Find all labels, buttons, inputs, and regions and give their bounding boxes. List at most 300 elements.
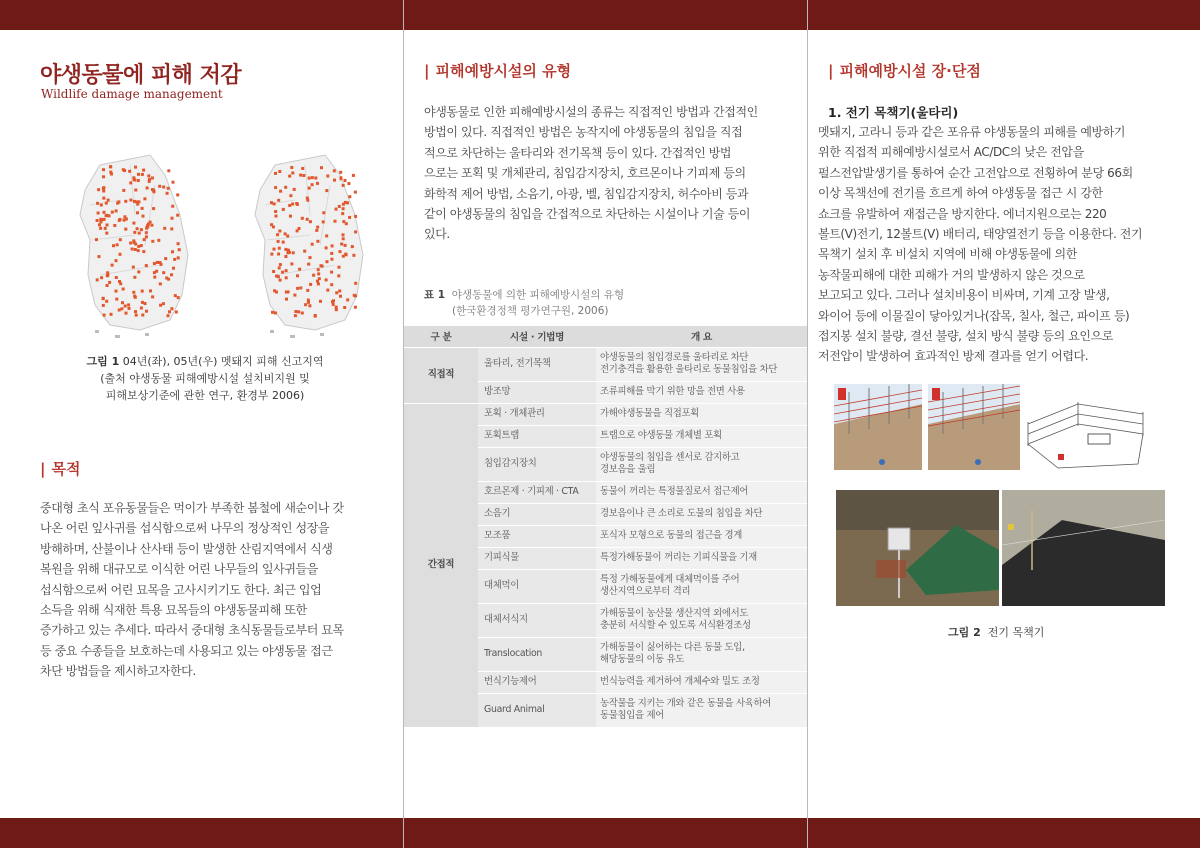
text-line: 방해하며, 산불이나 산사태 등이 발생한 산림지역에서 식생: [40, 541, 333, 556]
text-line: 저전압이 발생하여 효과적인 방제 결과를 얻기 어렵다.: [818, 349, 1089, 364]
text-line: 차단 방법들을 제시하고자한다.: [40, 664, 196, 679]
damage-report-dot: [147, 174, 150, 177]
damage-report-dot: [171, 250, 174, 253]
damage-report-dot: [306, 218, 309, 221]
damage-report-dot: [172, 181, 175, 184]
damage-report-dot: [145, 235, 148, 238]
damage-report-dot: [149, 221, 152, 224]
damage-report-dot: [118, 280, 121, 283]
damage-report-dot: [99, 220, 102, 223]
damage-report-dot: [354, 230, 357, 233]
damage-report-dot: [134, 189, 137, 192]
damage-report-dot: [284, 248, 287, 251]
table-row: [404, 403, 807, 425]
damage-report-dot: [316, 182, 319, 185]
damage-report-dot: [137, 270, 140, 273]
damage-report-dot: [330, 252, 333, 255]
damage-report-dot: [345, 222, 348, 225]
damage-report-dot: [116, 202, 119, 205]
damage-report-dot: [306, 289, 309, 292]
table-1-label: 표 1: [424, 289, 446, 301]
figure-2-label: 그림 2: [948, 626, 981, 639]
table-desc-line: 특정 가해동물에게 대체먹이를 주어: [600, 574, 740, 585]
damage-report-dot: [333, 169, 336, 172]
damage-report-dot: [141, 207, 144, 210]
damage-report-dot: [320, 264, 323, 267]
table-desc-cell: [596, 525, 807, 547]
damage-report-dot: [140, 307, 143, 310]
damage-report-dot: [131, 248, 134, 251]
damage-report-dot: [352, 174, 355, 177]
damage-report-dot: [173, 258, 176, 261]
damage-report-dot: [351, 245, 354, 248]
damage-report-dot: [317, 268, 320, 271]
damage-report-dot: [141, 301, 144, 304]
damage-report-dot: [285, 276, 288, 279]
table-header: 구 분: [404, 326, 478, 347]
damage-report-dot: [279, 279, 282, 282]
damage-report-dot: [159, 282, 162, 285]
damage-report-dot: [286, 235, 289, 238]
damage-report-dot: [326, 260, 329, 263]
damage-report-dot: [325, 189, 328, 192]
table-desc-line: 가해야생동물을 직접포획: [600, 408, 699, 419]
damage-report-dot: [167, 169, 170, 172]
damage-report-dot: [151, 240, 154, 243]
damage-report-dot: [287, 249, 290, 252]
damage-report-dot: [136, 227, 139, 230]
damage-report-dot: [124, 228, 127, 231]
damage-report-dot: [141, 173, 144, 176]
damage-report-dot: [99, 218, 102, 221]
damage-report-dot: [309, 283, 312, 286]
damage-report-dot: [121, 301, 124, 304]
damage-report-dot: [120, 307, 123, 310]
table-desc-cell: [596, 693, 807, 727]
damage-report-dot: [297, 310, 300, 313]
table-desc-line: 야생동물의 침입경로를 울타리로 차단: [600, 352, 749, 363]
damage-report-dot: [96, 202, 99, 205]
table-facility-cell: Guard Animal: [478, 693, 596, 727]
purpose-paragraph: [40, 498, 385, 682]
damage-report-dot: [140, 244, 143, 247]
damage-report-dot: [143, 238, 146, 241]
damage-report-dot: [170, 227, 173, 230]
table-group-cell: 직접적: [404, 347, 478, 403]
damage-report-dot: [153, 276, 156, 279]
damage-report-dot: [314, 177, 317, 180]
damage-report-dot: [330, 283, 333, 286]
figure-2-caption: [948, 624, 1044, 640]
table-desc-cell: [596, 381, 807, 403]
damage-report-dot: [289, 194, 292, 197]
electric-fence-photo-2: [1002, 490, 1165, 606]
damage-report-dot: [109, 171, 112, 174]
damage-report-dot: [291, 203, 294, 206]
damage-report-dot: [98, 223, 101, 226]
damage-report-dot: [354, 215, 357, 218]
damage-report-dot: [105, 214, 108, 217]
table-facility-cell: 방조망: [478, 381, 596, 403]
damage-report-dot: [335, 308, 338, 311]
damage-report-dot: [296, 287, 299, 290]
damage-report-dot: [172, 267, 175, 270]
damage-report-dot: [152, 207, 155, 210]
damage-report-dot: [129, 199, 132, 202]
damage-report-dot: [115, 276, 118, 279]
damage-report-dot: [99, 227, 102, 230]
damage-report-dot: [151, 177, 154, 180]
left-panel: [0, 30, 403, 818]
damage-report-dot: [298, 268, 301, 271]
damage-report-dot: [274, 210, 277, 213]
damage-report-dot: [341, 212, 344, 215]
damage-report-dot: [354, 282, 357, 285]
damage-report-dot: [311, 243, 314, 246]
damage-report-dot: [128, 170, 131, 173]
damage-report-dot: [284, 186, 287, 189]
fence-diagram-1: [834, 384, 922, 470]
table-desc-line: 농작물을 지키는 개와 같은 동물을 사육하여: [600, 698, 772, 709]
damage-report-dot: [311, 176, 314, 179]
damage-report-dot: [142, 250, 145, 253]
damage-report-dot: [153, 190, 156, 193]
damage-report-dot: [347, 182, 350, 185]
damage-report-dot: [153, 271, 156, 274]
text-line: 멧돼지, 고라니 등과 같은 포유류 야생동물의 피해를 예방하기: [818, 125, 1126, 139]
damage-report-dot: [282, 208, 285, 211]
damage-report-dot: [177, 256, 180, 259]
table-header-row: [404, 326, 807, 347]
damage-report-dot: [285, 291, 288, 294]
damage-report-dot: [145, 264, 148, 267]
text-line: 목책기 설치 후 비설치 지역에 비해 야생동물에 의한: [818, 247, 1077, 262]
damage-report-dot: [137, 245, 140, 248]
table-desc-line: 특정가해동물이 꺼리는 기피식물을 기재: [600, 552, 757, 563]
damage-report-dot: [339, 295, 342, 298]
damage-report-dot: [332, 303, 335, 306]
text-line: 증가하고 있는 추세다. 따라서 중대형 초식동물들로부터 묘목: [40, 623, 344, 638]
damage-report-dot: [96, 278, 99, 281]
damage-report-dot: [348, 216, 351, 219]
table-desc-cell: [596, 547, 807, 569]
damage-report-dot: [307, 263, 310, 266]
table-desc-line: 생산지역으로부터 격리: [600, 586, 691, 597]
damage-report-dot: [340, 177, 343, 180]
damage-report-dot: [105, 232, 108, 235]
text-line: 펄스전압발생기를 통하여 순간 고전압으로 전횡하여 분당 66회: [818, 165, 1133, 180]
damage-report-dot: [137, 249, 140, 252]
table-facility-cell: 포획트랩: [478, 425, 596, 447]
damage-report-dot: [322, 220, 325, 223]
damage-report-dot: [129, 181, 132, 184]
table-facility-cell: 포획 · 개체관리: [478, 403, 596, 425]
table-facility-cell: 모조품: [478, 525, 596, 547]
damage-report-dot: [304, 303, 307, 306]
damage-report-dot: [118, 309, 121, 312]
damage-report-dot: [272, 225, 275, 228]
table-facility-cell: 대체서식지: [478, 603, 596, 637]
damage-report-dot: [339, 171, 342, 174]
damage-report-dot: [295, 202, 298, 205]
damage-report-dot: [159, 304, 162, 307]
damage-report-dot: [342, 207, 345, 210]
text-line: 보고되고 있다. 그러나 설치비용이 비싸며, 기계 고장 발생,: [818, 288, 1110, 303]
damage-report-dot: [177, 242, 180, 245]
damage-report-dot: [122, 288, 125, 291]
damage-report-dot: [111, 264, 114, 267]
damage-report-dot: [290, 262, 293, 265]
damage-report-dot: [141, 314, 144, 317]
damage-report-dot: [290, 166, 293, 169]
damage-report-dot: [136, 211, 139, 214]
table-desc-line: 야생동물의 침입을 센서로 감지하고: [600, 452, 740, 463]
types-heading: | 피해예방시설의 유형: [424, 62, 572, 80]
damage-report-dot: [278, 247, 281, 250]
damage-report-dot: [284, 232, 287, 235]
damage-report-dot: [127, 303, 130, 306]
text-line: 와이어 등에 이물질이 닿아있거나(잡목, 칠사, 철근, 파이프 등): [818, 308, 1130, 323]
damage-report-dot: [316, 240, 319, 243]
damage-report-dot: [312, 274, 315, 277]
damage-report-dot: [102, 304, 105, 307]
damage-report-dot: [142, 215, 145, 218]
damage-report-dot: [277, 240, 280, 243]
table-desc-cell: [596, 347, 807, 381]
damage-report-dot: [115, 298, 118, 301]
damage-report-dot: [166, 192, 169, 195]
damage-report-dot: [271, 311, 274, 314]
purpose-heading: | 목적: [40, 460, 81, 478]
damage-report-dot: [302, 174, 305, 177]
damage-report-dot: [98, 255, 101, 258]
damage-report-dot: [132, 266, 135, 269]
damage-report-dot: [331, 244, 334, 247]
damage-report-dot: [168, 310, 171, 313]
damage-report-dot: [95, 238, 98, 241]
damage-report-dot: [279, 190, 282, 193]
damage-report-dot: [340, 243, 343, 246]
damage-report-dot: [316, 226, 319, 229]
text-line: 적으로 차단하는 울타리와 전기목책 등이 있다. 간접적인 방법: [424, 145, 732, 160]
table-desc-line: 해당동물의 이동 유도: [600, 654, 685, 665]
damage-report-dot: [338, 205, 341, 208]
damage-report-dot: [281, 271, 284, 274]
damage-report-dot: [348, 195, 351, 198]
damage-report-dot: [137, 173, 140, 176]
korea-damage-maps: [60, 145, 365, 345]
damage-report-dot: [308, 187, 311, 190]
damage-report-dot: [112, 244, 115, 247]
damage-report-dot: [102, 187, 105, 190]
damage-report-dot: [156, 261, 159, 264]
text-line: 소득을 위해 식재한 특용 묘목들의 야생동물피해 또한: [40, 603, 307, 618]
fence-schematic: [1018, 384, 1148, 470]
damage-report-dot: [125, 312, 128, 315]
damage-report-dot: [354, 306, 357, 309]
damage-report-dot: [278, 266, 281, 269]
damage-report-dot: [132, 222, 135, 225]
damage-report-dot: [110, 313, 113, 316]
damage-report-dot: [282, 241, 285, 244]
table-header: 개 요: [596, 326, 807, 347]
damage-report-dot: [331, 300, 334, 303]
damage-report-dot: [123, 215, 126, 218]
damage-report-dot: [345, 253, 348, 256]
table-desc-cell: [596, 569, 807, 603]
damage-report-dot: [128, 307, 131, 310]
damage-report-dot: [123, 169, 126, 172]
damage-report-dot: [167, 278, 170, 281]
damage-report-dot: [354, 191, 357, 194]
damage-report-dot: [274, 312, 277, 315]
damage-report-dot: [102, 175, 105, 178]
damage-report-dot: [171, 205, 174, 208]
damage-report-dot: [301, 167, 304, 170]
damage-report-dot: [170, 307, 173, 310]
table-desc-line: 동물이 꺼리는 특정물질로서 접근제어: [600, 486, 749, 497]
text-line: 중대형 초식 포유동물들은 먹이가 부족한 봄철에 새순이나 갓: [40, 501, 344, 515]
damage-report-dot: [158, 185, 161, 188]
text-line: 방법이 있다. 직접적인 방법은 농작지에 야생동물의 침입을 직접: [424, 125, 743, 140]
damage-report-dot: [102, 297, 105, 300]
table-desc-line: 충분히 서식할 수 있도록 서식환경조성: [600, 620, 751, 631]
damage-report-dot: [343, 306, 346, 309]
damage-report-dot: [106, 224, 109, 227]
damage-report-dot: [113, 224, 116, 227]
table-facility-cell: 울타리, 전기목책: [478, 347, 596, 381]
damage-report-dot: [123, 219, 126, 222]
damage-report-dot: [275, 291, 278, 294]
damage-report-dot: [275, 275, 278, 278]
table-1-source: (한국환경정책 평가연구원, 2006): [452, 305, 609, 317]
purpose-heading-text: 목적: [51, 460, 81, 478]
damage-report-dot: [335, 306, 338, 309]
damage-report-dot: [309, 256, 312, 259]
text-line: 볼트(V)전기, 12볼트(V) 배터리, 태양열전기 등을 이용한다. 전기: [818, 227, 1143, 242]
damage-report-dot: [153, 262, 156, 265]
damage-report-dot: [107, 199, 110, 202]
damage-report-dot: [108, 281, 111, 284]
damage-report-dot: [151, 295, 154, 298]
damage-report-dot: [132, 239, 135, 242]
damage-report-dot: [299, 174, 302, 177]
damage-report-dot: [276, 233, 279, 236]
fence-diagram-2: [928, 384, 1020, 470]
damage-report-dot: [277, 253, 280, 256]
damage-report-dot: [163, 227, 166, 230]
table-desc-line: 가해동물이 농산물 생산지역 외에서도: [600, 608, 749, 619]
damage-report-dot: [167, 314, 170, 317]
damage-report-dot: [115, 259, 118, 262]
damage-report-dot: [115, 209, 118, 212]
damage-report-dot: [292, 251, 295, 254]
damage-report-dot: [352, 254, 355, 257]
damage-report-dot: [133, 231, 136, 234]
damage-report-dot: [134, 310, 137, 313]
damage-report-dot: [342, 237, 345, 240]
damage-report-dot: [109, 165, 112, 168]
damage-report-dot: [303, 250, 306, 253]
damage-report-dot: [291, 172, 294, 175]
damage-report-dot: [102, 197, 105, 200]
damage-report-dot: [344, 244, 347, 247]
table-desc-line: 트랩으로 야생동물 개체별 포획: [600, 430, 722, 441]
damage-report-dot: [274, 186, 277, 189]
figure-1-label: 그림 1: [86, 355, 120, 368]
damage-report-dot: [288, 175, 291, 178]
damage-report-dot: [176, 214, 179, 217]
text-line: 야생동물로 인한 피해예방시설의 종류는 직접적인 방법과 간접적인: [424, 105, 758, 119]
damage-report-dot: [279, 263, 282, 266]
damage-report-dot: [330, 271, 333, 274]
damage-report-dot: [170, 273, 173, 276]
damage-report-dot: [294, 310, 297, 313]
damage-report-dot: [274, 172, 277, 175]
damage-report-dot: [314, 315, 317, 318]
damage-report-dot: [111, 211, 114, 214]
table-row: [404, 347, 807, 381]
damage-report-dot: [159, 261, 162, 264]
damage-report-dot: [105, 300, 108, 303]
damage-report-dot: [167, 187, 170, 190]
table-facility-cell: 소음기: [478, 503, 596, 525]
damage-report-dot: [293, 188, 296, 191]
table-facility-cell: 호르몬제 · 기피제 · CTA: [478, 481, 596, 503]
middle-panel: [404, 30, 807, 818]
damage-report-dot: [338, 266, 341, 269]
damage-report-dot: [97, 212, 100, 215]
damage-report-dot: [129, 242, 132, 245]
right-panel: [808, 30, 1200, 818]
figure-1-line3: 피해보상기준에 관한 연구, 환경부 2006): [105, 389, 305, 402]
damage-report-dot: [134, 248, 137, 251]
damage-report-dot: [149, 289, 152, 292]
table-facility-cell: 번식기능제어: [478, 671, 596, 693]
damage-report-dot: [157, 239, 160, 242]
table-desc-cell: [596, 481, 807, 503]
text-line: 같이 야생동물의 침입을 간접적으로 차단하는 시설이나 기술 등이: [424, 207, 751, 222]
damage-report-dot: [100, 204, 103, 207]
damage-report-dot: [143, 197, 146, 200]
text-line: 있다.: [424, 227, 450, 242]
damage-report-dot: [102, 190, 105, 193]
table-desc-line: 조류피해를 막기 위한 망을 전면 사용: [600, 386, 745, 397]
damage-report-dot: [103, 218, 106, 221]
figure-1-line1: 04년(좌), 05년(우) 멧돼지 피해 신고지역: [122, 355, 324, 368]
damage-report-dot: [138, 232, 141, 235]
damage-report-dot: [106, 284, 109, 287]
damage-report-dot: [288, 204, 291, 207]
damage-report-dot: [293, 294, 296, 297]
text-line: 화학적 제어 방법, 소음기, 아광, 벨, 침입감지장치, 허수아비 등과: [424, 186, 749, 201]
table-desc-cell: [596, 447, 807, 481]
damage-report-dot: [320, 166, 323, 169]
damage-report-dot: [124, 305, 127, 308]
damage-report-dot: [308, 177, 311, 180]
damage-report-dot: [162, 271, 165, 274]
damage-report-dot: [272, 270, 275, 273]
damage-report-dot: [132, 291, 135, 294]
damage-report-dot: [338, 290, 341, 293]
damage-report-dot: [322, 211, 325, 214]
damage-report-dot: [119, 238, 122, 241]
table-desc-cell: [596, 425, 807, 447]
damage-report-dot: [275, 215, 278, 218]
damage-report-dot: [146, 187, 149, 190]
text-line: 으로는 포획 및 개체관리, 침입감지장치, 호르몬이나 기피제 등의: [424, 166, 746, 181]
figure-2-text: 전기 목책기: [987, 626, 1045, 639]
